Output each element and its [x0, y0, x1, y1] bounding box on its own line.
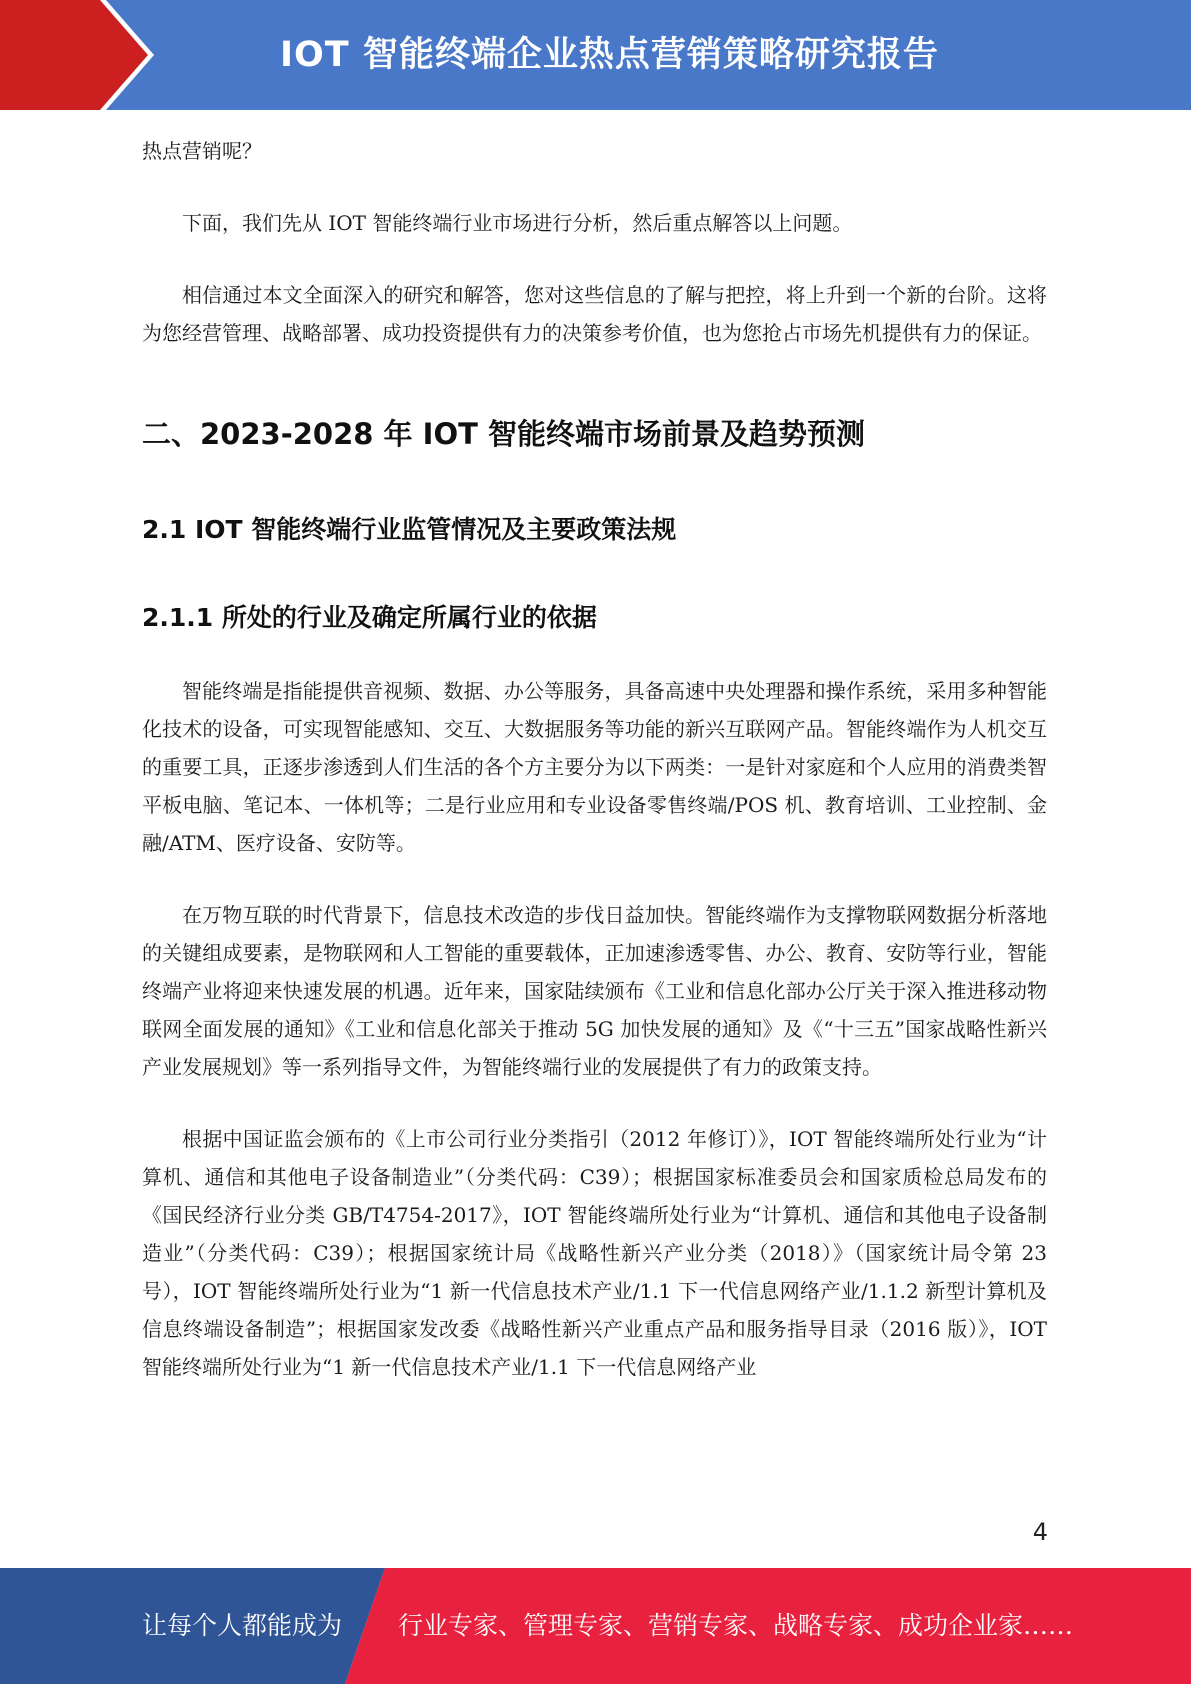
paragraph-intro: 下面，我们先从 IOT 智能终端行业市场进行分析，然后重点解答以上问题。: [182, 211, 853, 235]
page-number: 4: [1032, 1518, 1048, 1546]
header-arrow-decoration: [0, 0, 160, 110]
paragraph-value: 相信通过本文全面深入的研究和解答，您对这些信息的了解与把控，将上升到一个新的台阶。这将为您经营管理、战略部署、成功投资提供有力的决策参考价值，也为您抢占市场先机提供有力的保证。: [142, 283, 1047, 345]
paragraph-policy: 在万物互联的时代背景下，信息技术改造的步伐日益加快。智能终端作为支撑物联网数据分析落地的关键组成要素，是物联网和人工智能的重要载体，正加速渗透零售、办公、教育、安防等行业，智能终端产业将迎来快速发展的机遇。近年来，国家陆续颁布《工业和信息化部办公厅关于深入推进移动物联网全面发展的通知》《工业和信息化部关于推动 5G 加快发展的通知》及《“十三五”国家战略性新兴产业发展规划》等一系列指导文件，为智能终端行业的发展提供了有力的政策支持。: [142, 903, 1047, 1079]
page-footer: [0, 1568, 1191, 1684]
section-heading: 二、2023-2028 年 IOT 智能终端市场前景及趋势预测: [142, 417, 865, 451]
paragraph-definition: 智能终端是指能提供音视频、数据、办公等服务，具备高速中央处理器和操作系统，采用多种智能化技术的设备，可实现智能感知、交互、大数据服务等功能的新兴互联网产品。智能终端作为人机交互的重要工具，正逐步渗透到人们生活的各个方主要分为以下两类：一是针对家庭和个人应用的消费类智平板电脑、笔记本、一体机等；二是行业应用和专业设备零售终端/POS 机、教育培训、工业控制、金融/ATM、医疗设备、安防等。: [142, 679, 1047, 855]
paragraph-continuation: 热点营销呢？: [142, 139, 262, 163]
paragraph-classification: 根据中国证监会颁布的《上市公司行业分类指引（2012 年修订）》，IOT 智能终端所处行业为“计算机、通信和其他电子设备制造业”（分类代码：C39）；根据国家标准委员会和国家质检总局发布的《国民经济行业分类 GB/T4754-2017》，IOT 智能终端所处行业为“计算机、通信和其他电子设备制造业”（分类代码：C39）；根据国家统计局《战略性新兴产业分类（2018）》（国家统计局令第 23 号），IOT 智能终端所处行业为“1 新一代信息技术产业/1.1 下一代信息网络产业/1.1.2 新型计算机及信息终端设备制造”；根据国家发改委《战略性新兴产业重点产品和服务指导目录（2016 版）》，IOT 智能终端所处行业为“1 新一代信息技术产业/1.1 下一代信息网络产业: [142, 1127, 1047, 1379]
footer-slogan-left: 让每个人都能成为: [142, 1611, 343, 1640]
page-header: [0, 0, 1191, 110]
subsection-heading: 2.1 IOT 智能终端行业监管情况及主要政策法规: [142, 515, 677, 544]
footer-slogan-right: 行业专家、管理专家、营销专家、战略专家、成功企业家……: [398, 1611, 1074, 1640]
document-body: [142, 132, 1047, 1386]
subsubsection-heading: 2.1.1 所处的行业及确定所属行业的依据: [142, 603, 597, 632]
report-title: IOT 智能终端企业热点营销策略研究报告: [280, 35, 939, 75]
